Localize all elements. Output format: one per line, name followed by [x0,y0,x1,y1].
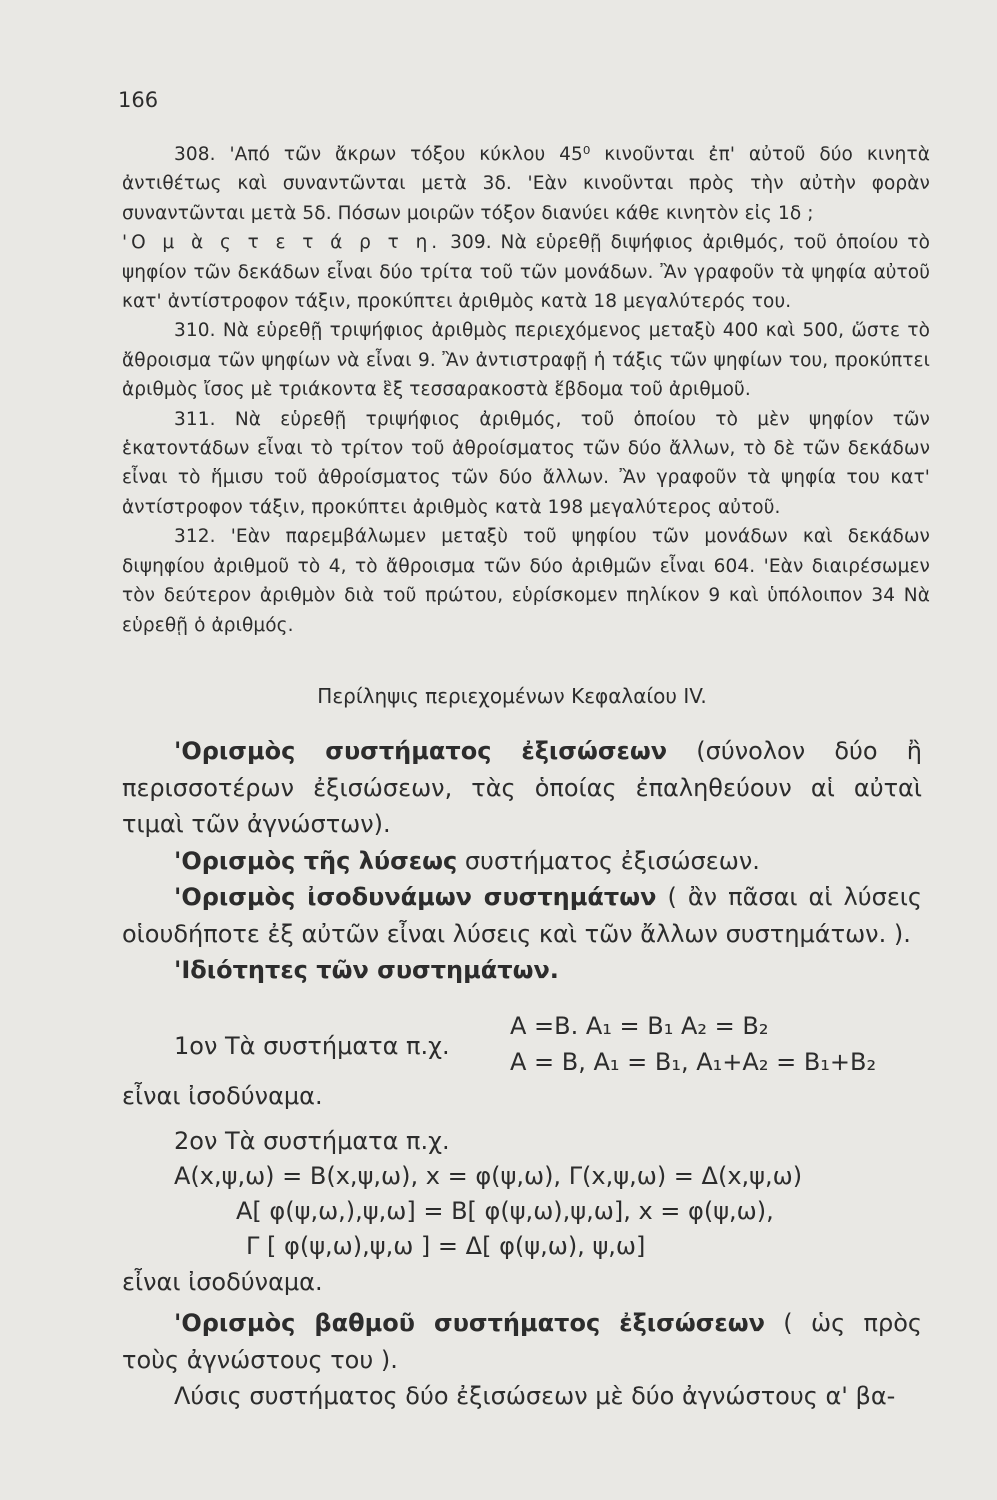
degree-definition [122,1305,922,1378]
definitions-block [122,733,922,989]
example-2-line-2: A[ φ(ψ,ω,),ψ,ω] = B[ φ(ψ,ω),ψ,ω], x = φ(ψ,ω), [236,1197,774,1225]
problems-block [122,140,930,640]
degree-definition-block [122,1305,922,1415]
example-1-label: 1ον Τὰ συστήματα π.χ. [174,1032,450,1060]
last-line: Λύσις συστήματος δύο ἐξισώσεων μὲ δύο ἀγνώστους α' βα- [174,1382,896,1410]
degree-definition-text: ( ὡς πρὸς τοὺς ἀγνώστους του ). [122,1309,922,1374]
example-1-conclusion: εἶναι ἰσοδύναμα. [122,1082,323,1110]
definition-solution [122,843,922,880]
definition-system-text: (σύνολον δύο ἢ περισσοτέρων ἐξισώσεων, τὰς ὁποίας ἐπαληθεύουν αἱ αὐταὶ τιμαὶ τῶν ἀγνώστων). [122,737,922,838]
example-2-line-3: Γ [ φ(ψ,ω),ψ,ω ] = Δ[ φ(ψ,ω), ψ,ω] [246,1232,646,1260]
problem-310: 310. Νὰ εὑρεθῇ τριψήφιος ἀριθμὸς περιεχόμενος μεταξὺ 400 καὶ 500, ὥστε τὸ ἄθροισμα τῶν ψηφίων νὰ εἶναι 9. Ἂν ἀντιστραφῇ ἡ τάξις τῶν ψηφίων του, προκύπτει ἀριθμὸς ἴσος μὲ τριάκοντα ἓξ τεσσαρακοστὰ ἕβδομα τοῦ ἀριθμοῦ. [122,320,930,401]
problem-309-text: 309. Νὰ εὑρεθῇ διψήφιος ἀριθμός, τοῦ ὁποίου τὸ ψηφίον τῶν δεκάδων εἶναι δύο τρίτα τοῦ τῶν μονάδων. Ἂν γραφοῦν τὰ ψηφία αὐτοῦ κατ' ἀντίστροφον τάξιν, προκύπτει ἀριθμὸς κατὰ 18 μεγαλύτερός του. [122,232,930,313]
problem-312: 312. 'Εὰν παρεμβάλωμεν μεταξὺ τοῦ ψηφίου τῶν μονάδων καὶ δεκάδων διψηφίου ἀριθμοῦ τὸ 4, τὸ ἄθροισμα τῶν δύο ἀριθμῶν εἶναι 604. 'Εὰν διαιρέσωμεν τὸν δεύτερον ἀριθμὸν διὰ τοῦ πρώτου, εὑρίσκομεν πηλίκον 9 καὶ ὑπόλοιπον 34 Νὰ εὑρεθῇ ὁ ἀριθμός. [122,526,930,636]
problem-311: 311. Νὰ εὑρεθῇ τριψήφιος ἀριθμός, τοῦ ὁποίου τὸ μὲν ψηφίον τῶν ἑκατοντάδων εἶναι τὸ τρίτον τοῦ ἀθροίσματος τῶν δύο ἄλλων, τὸ δὲ τῶν δεκάδων εἶναι τὸ ἥμισυ τοῦ ἀθροίσματος τῶν δύο ἄλλων. Ἂν γραφοῦν τὰ ψηφία του κατ' ἀντίστροφον τάξιν, προκύπτει ἀριθμὸς κατὰ 198 μεγαλύτερος αὐτοῦ. [122,408,930,518]
problem-308: 308. 'Από τῶν ἄκρων τόξου κύκλου 45⁰ κινοῦνται ἐπ' αὐτοῦ δύο κινητὰ ἀντιθέτως καὶ συναντῶνται μετὰ 3δ. 'Εὰν κινοῦνται πρὸς τὴν αὐτὴν φορὰν συναντῶνται μετὰ 5δ. Πόσων μοιρῶν τόξον διανύει κάθε κινητὸν εἰς 1δ ; [122,144,930,224]
problem-309 [122,228,930,316]
definition-solution-text: συστήματος ἐξισώσεων. [457,846,760,875]
properties-heading [122,952,922,989]
summary-title: Περίληψις περιεχομένων Κεφαλαίου IV. [317,684,707,708]
degree-definition-term: 'Ορισμὸς βαθμοῦ συστήματος ἐξισώσεων [174,1309,765,1337]
definition-equivalent [122,879,922,952]
definition-equivalent-term: 'Ορισμὸς ἰσοδυνάμων συστημάτων [174,883,657,911]
properties-heading-text: 'Ιδιότητες τῶν συστημάτων. [174,956,559,984]
example-1-system-b: A = B, A₁ = B₁, A₁+A₂ = B₁+B₂ [510,1048,877,1076]
definition-system [122,733,922,843]
example-2-conclusion: εἶναι ἰσοδύναμα. [122,1268,323,1296]
example-2-label: 2ον Τὰ συστήματα π.χ. [174,1127,450,1155]
example-2-line-1: A(x,ψ,ω) = B(x,ψ,ω), x = φ(ψ,ω), Γ(x,ψ,ω) = Δ(x,ψ,ω) [174,1162,803,1190]
definition-system-term: 'Ορισμὸς συστήματος ἐξισώσεων [174,737,668,765]
definition-equivalent-text: ( ἂν πᾶσαι αἱ λύσεις οἱουδήποτε ἐξ αὐτῶν εἶναι λύσεις καὶ τῶν ἄλλων συστημάτων. ). [122,883,923,948]
group-heading: 'Ο μ ὰ ς τ ε τ ά ρ τ η. [122,232,442,254]
example-1-system-a: A =B. A₁ = B₁ A₂ = B₂ [510,1012,769,1040]
example-1 [174,1012,934,1084]
definition-solution-term: 'Ορισμὸς τῆς λύσεως [174,846,458,875]
page-number: 166 [118,88,159,112]
